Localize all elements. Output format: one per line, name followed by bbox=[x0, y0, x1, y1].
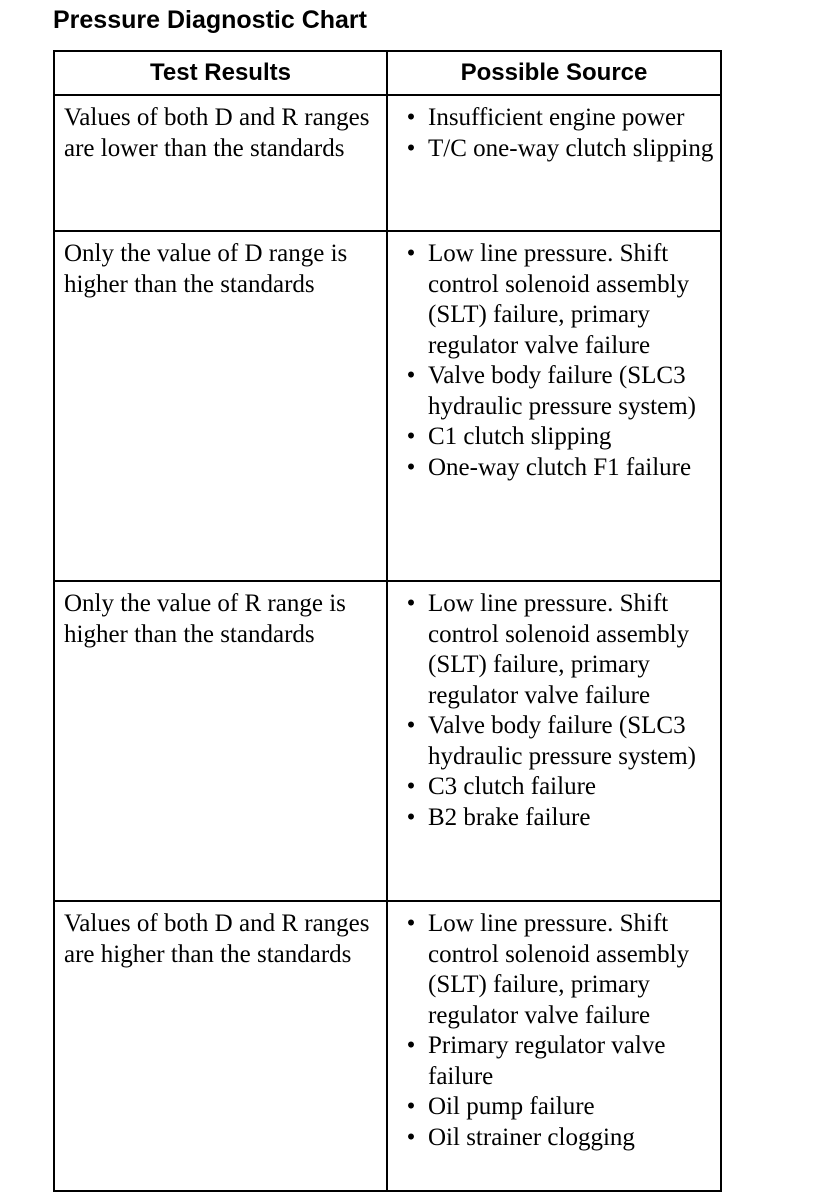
bullet-icon: • bbox=[406, 1123, 416, 1151]
source-list bbox=[403, 909, 714, 1153]
source-text: Oil pump failure bbox=[428, 1093, 595, 1120]
source-item bbox=[403, 909, 714, 1031]
source-item bbox=[403, 589, 714, 711]
bullet-icon: • bbox=[406, 1032, 416, 1059]
source-item bbox=[403, 134, 714, 165]
source-text: Valve body failure (SLC3 hydraulic pressure system) bbox=[428, 712, 696, 770]
possible-source-cell bbox=[387, 231, 721, 581]
source-list bbox=[403, 103, 714, 164]
source-text: Low line pressure. Shift control solenoid assembly (SLT) failure, primary regulator valve failure bbox=[428, 240, 690, 359]
source-text: Oil strainer clogging bbox=[428, 1123, 635, 1151]
source-item bbox=[403, 1092, 714, 1123]
bullet-icon: • bbox=[406, 803, 416, 831]
bullet-icon: • bbox=[406, 773, 416, 800]
bullet-icon: • bbox=[406, 423, 416, 450]
page-title: Pressure Diagnostic Chart bbox=[53, 6, 367, 34]
bullet-icon: • bbox=[406, 1093, 416, 1120]
source-item bbox=[403, 803, 714, 834]
header-test-results: Test Results bbox=[54, 51, 387, 95]
bullet-icon: • bbox=[406, 712, 416, 739]
table-row bbox=[54, 581, 721, 901]
source-text: One-way clutch F1 failure bbox=[428, 453, 692, 481]
source-text: Low line pressure. Shift control solenoid assembly (SLT) failure, primary regulator valve failure bbox=[428, 590, 690, 709]
bullet-icon: • bbox=[406, 104, 416, 131]
bullet-icon: • bbox=[406, 362, 416, 389]
table-row bbox=[54, 231, 721, 581]
bullet-icon: • bbox=[406, 453, 416, 481]
test-result-cell: Only the value of R range is higher than the standards bbox=[54, 581, 387, 901]
source-text: Low line pressure. Shift control solenoid assembly (SLT) failure, primary regulator valve failure bbox=[428, 910, 690, 1029]
bullet-icon: • bbox=[406, 134, 416, 162]
possible-source-cell bbox=[387, 901, 721, 1191]
table-row bbox=[54, 901, 721, 1191]
bullet-icon: • bbox=[406, 910, 416, 937]
bullet-icon: • bbox=[406, 240, 416, 267]
test-result-cell: Only the value of D range is higher than the standards bbox=[54, 231, 387, 581]
source-text: Primary regulator valve failure bbox=[428, 1032, 666, 1090]
source-item bbox=[403, 772, 714, 803]
source-item bbox=[403, 1031, 714, 1092]
source-text: Insufficient engine power bbox=[428, 104, 685, 131]
source-item bbox=[403, 711, 714, 772]
table-row bbox=[54, 95, 721, 231]
table-header-row bbox=[54, 51, 721, 95]
bullet-icon: • bbox=[406, 590, 416, 617]
header-possible-source: Possible Source bbox=[387, 51, 721, 95]
possible-source-cell bbox=[387, 95, 721, 231]
source-item bbox=[403, 103, 714, 134]
test-result-cell: Values of both D and R ranges are lower than the standards bbox=[54, 95, 387, 231]
source-text: Valve body failure (SLC3 hydraulic pressure system) bbox=[428, 362, 696, 420]
possible-source-cell bbox=[387, 581, 721, 901]
source-text: C1 clutch slipping bbox=[428, 423, 612, 450]
pressure-diagnostic-table bbox=[53, 50, 722, 1192]
source-item bbox=[403, 422, 714, 453]
source-item bbox=[403, 1123, 714, 1154]
source-list bbox=[403, 589, 714, 833]
source-item bbox=[403, 239, 714, 361]
source-item bbox=[403, 453, 714, 484]
source-text: B2 brake failure bbox=[428, 803, 591, 831]
source-text: C3 clutch failure bbox=[428, 773, 596, 800]
source-list bbox=[403, 239, 714, 483]
source-text: T/C one-way clutch slipping bbox=[428, 134, 714, 162]
test-result-cell: Values of both D and R ranges are higher than the standards bbox=[54, 901, 387, 1191]
source-item bbox=[403, 361, 714, 422]
